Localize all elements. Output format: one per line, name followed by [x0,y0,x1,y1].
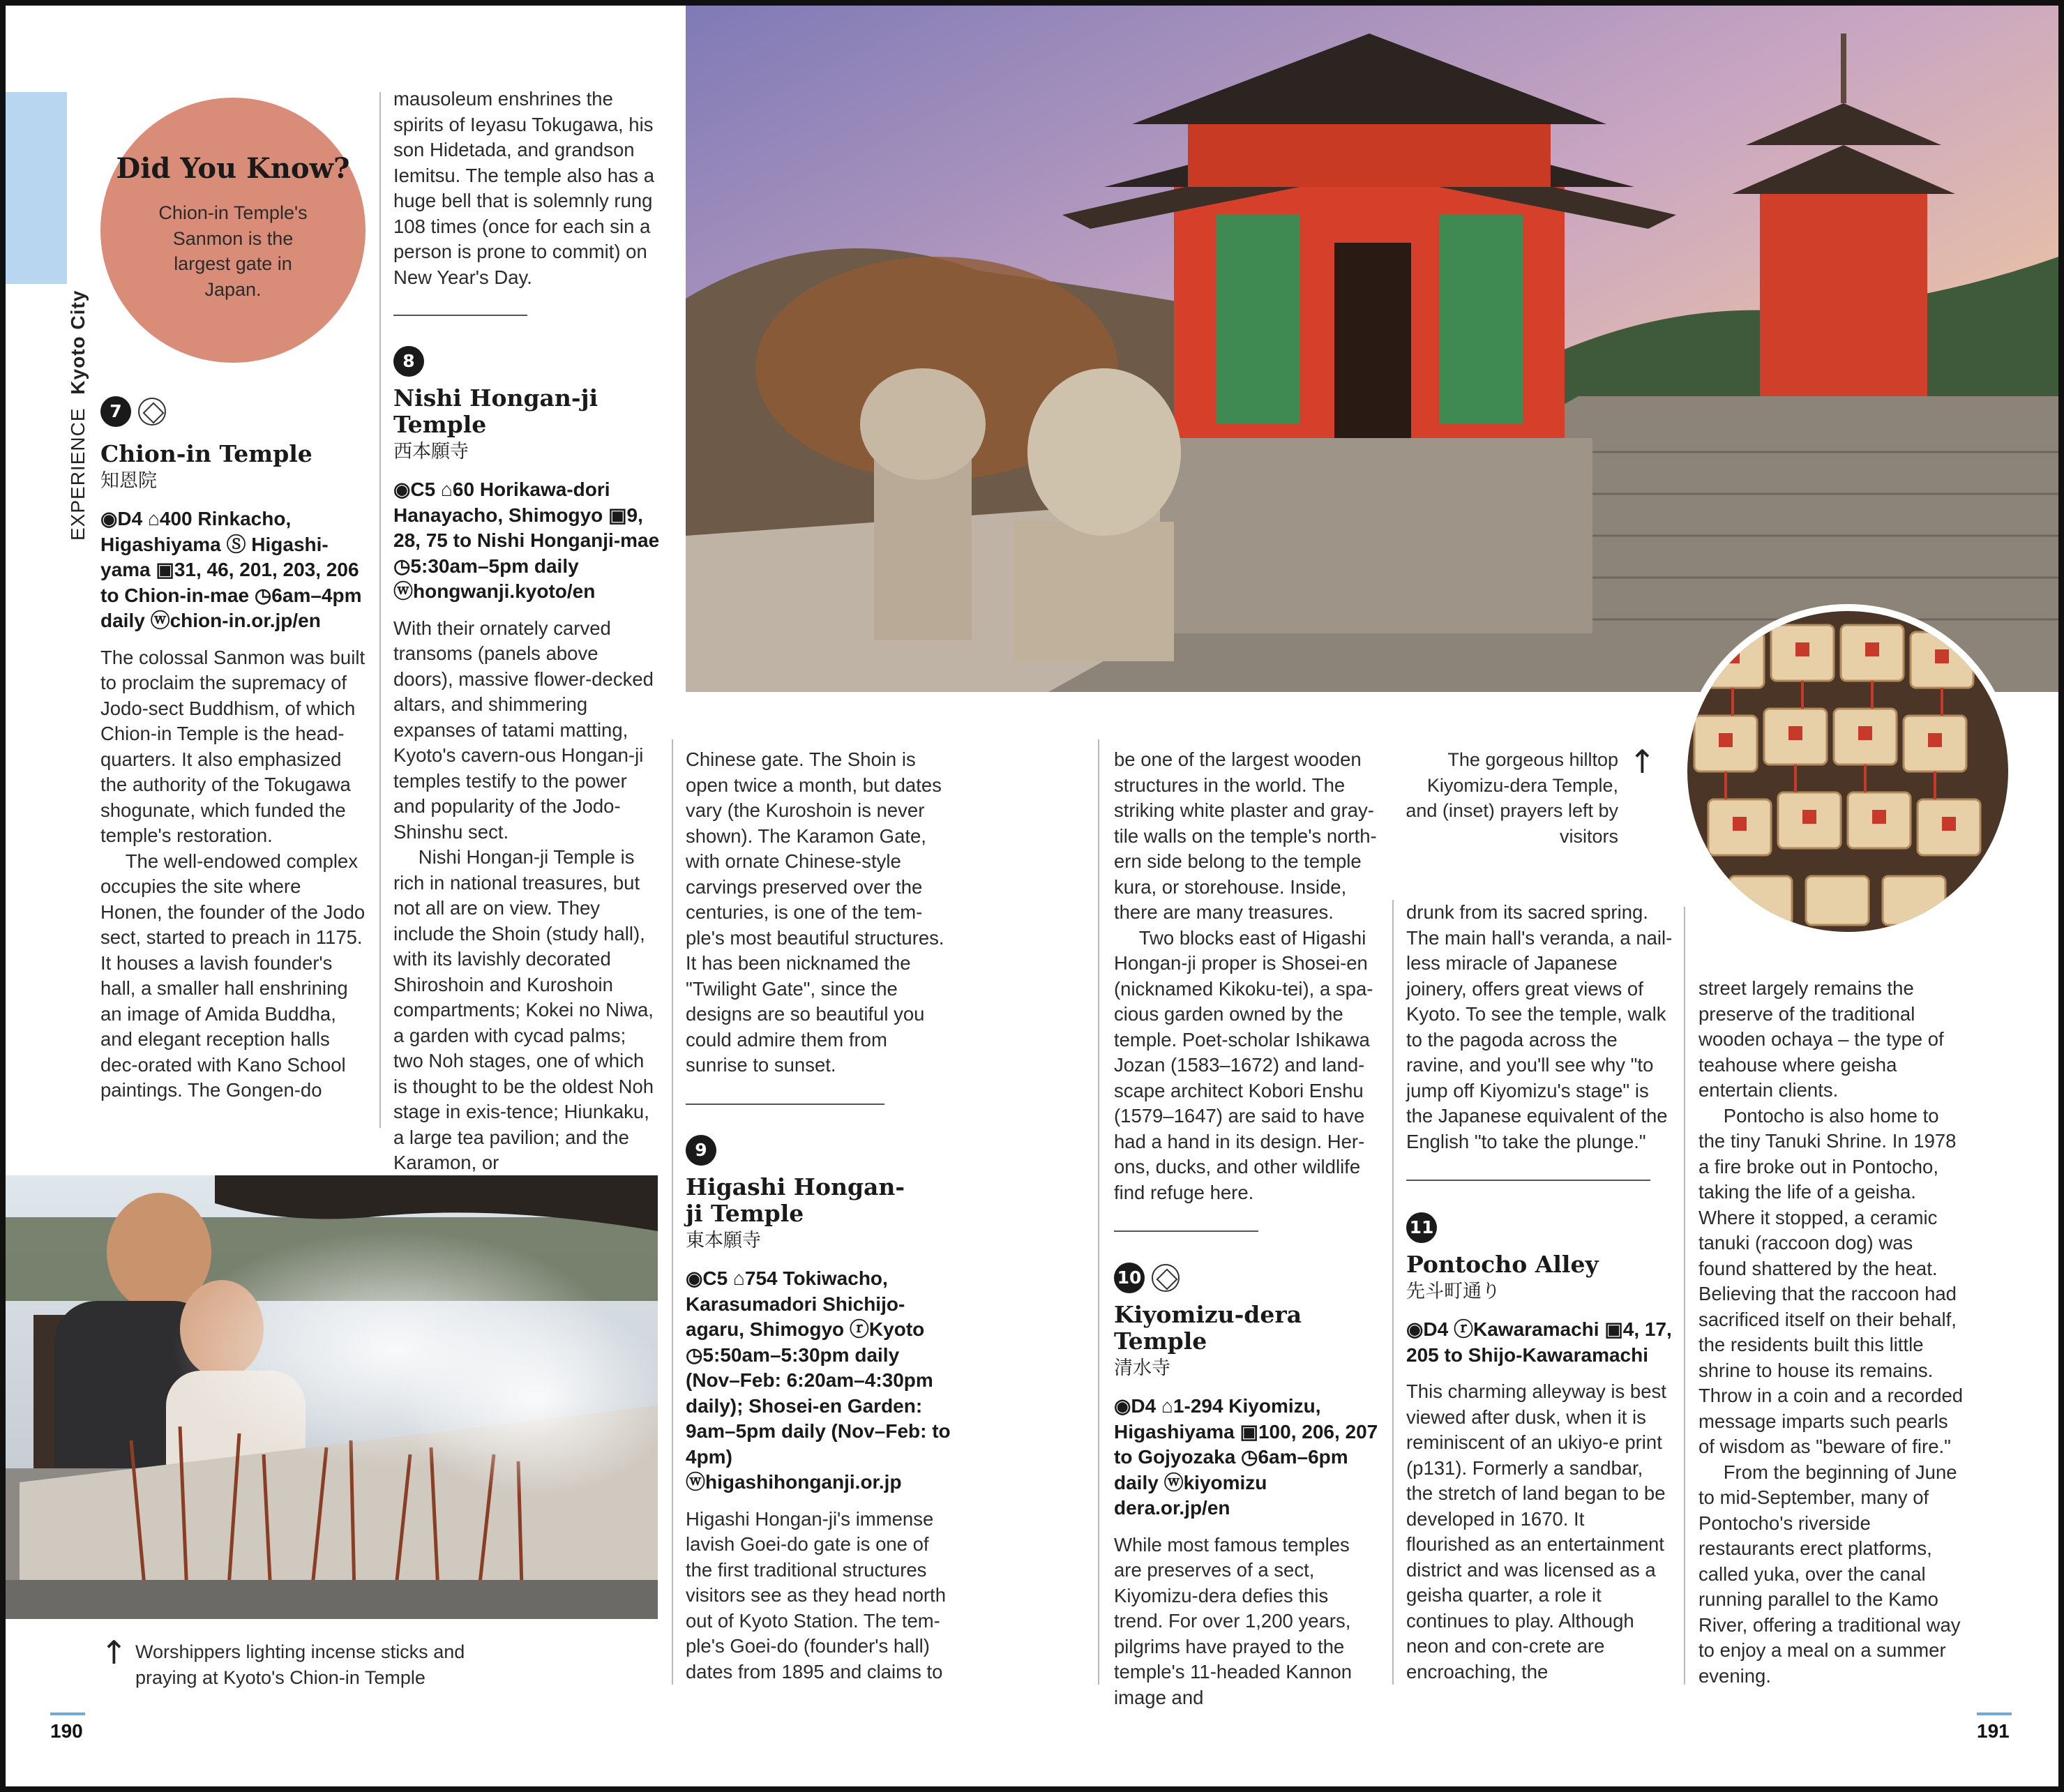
section-divider [1406,1180,1650,1181]
paragraph-continued: Chinese gate. The Shoin is open twice a month, but dates vary (the Kuroshoin is never shown). The Karamon Gate, with ornate Chinese-style carvings preserved over the centuries, is one of the tem-ple's most beautiful structures. It has been nicknamed the "Twilight Gate", since the designs are so beautiful you could admire them from sunrise to sunset. [686,748,944,1076]
entry-higashi-hongan-ji-continued [1114,747,1380,1205]
paragraph: The colossal Sanmon was built to proclaim the supremacy of Jodo-sect Buddhism, of which Chion-in Temple is the head-quarters. It also emphasized the authority of the Tokugawa shogunate, which funded the temple's restoration. [100,646,366,846]
entry-nishi-hongan-ji [393,346,660,1176]
entry-number: 7 [100,396,131,427]
paragraph: This charming alleyway is best viewed after dusk, when it is reminiscent of an ukiyo-e print (p131). Formerly a sandbar, the stretch of land began to be developed in 1670. It flourished as an entertainment district and was licensed as a geisha quarter, a role it continues to play. Although neon and con-crete are encroaching, the [1406,1380,1666,1682]
entry-number: 10 [1114,1263,1145,1293]
entry-japanese-name: 清水寺 [1114,1357,1170,1379]
paragraph-continued: mausoleum enshrines the spirits of Ieyasu Tokugawa, his son Hidetada, and grandson Iemitsu. The temple also has a huge bell that is solemnly rung 108 times (once for each sin a person is prone to commit) on New Year's Day. [393,88,654,288]
paragraph: be one of the largest wooden structures in the world. The striking white plaster and gray-tile walls on the temple's north-ern side belong to the temple kura, or storehouse. Inside, there are many treasures. [1114,748,1377,923]
entry-pontocho-alley-continued [1698,976,1965,1689]
entry-number: 9 [686,1135,716,1166]
entry-japanese-name: 東本願寺 [686,1230,761,1251]
column-divider [672,739,673,1685]
caption-arrow: ↑ [100,1634,128,1671]
paragraph: Two blocks east of Higashi Hongan-ji proper is Shosei-en (nicknamed Kikoku-tei), a spa-cious garden owned by the temple. Poet-scholar Ishikawa Jozan (1583–1672) and land-scape architect Kobori Enshu (1579–1647) are said to have had a hand in its design. Her-ons, ducks, and other wildlife find refuge here. [1114,926,1373,1203]
entry-higashi-hongan-ji [686,1135,952,1685]
paragraph: With their ornately carved transoms (panels above doors), massive flower-decked altars, and shimmering expanses of tatami matting, Kyoto's cavern-ous Hongan-ji temples testify to the power and popularity of the Jodo-Shinshu sect. [393,617,654,843]
entry-body [686,1507,952,1685]
inset-photo-illustration [1687,611,2008,932]
did-you-know-title: Did You Know? [116,152,350,185]
column-divider [1684,907,1685,1685]
entry-number: 8 [393,346,424,377]
entry-body [1114,747,1380,1205]
paragraph: Higashi Hongan-ji's immense lavish Goei-do gate is one of the first traditional structures visitors see as they head north out of Kyoto Station. The tem-ple's Goei-do (founder's hall) dates from 1895 and claims to [686,1507,946,1682]
column-divider [1098,739,1099,1685]
caption-arrow: ↑ [1629,743,1656,781]
entry-kiyomizu-dera [1114,1263,1380,1710]
section-divider [1114,1230,1258,1232]
page-number-marker-right [1977,1712,2012,1715]
incense-caption [100,1634,491,1690]
entry-info: ◉D4 ⌂1-294 Kiyomizu, Higashiyama ▣100, 206, 207 to Gojyozaka ◷6am–6pm daily ⓦkiyomizu dera.or.jp/en [1114,1395,1378,1519]
entry-nishi-hongan-ji-continued [686,747,952,1078]
caption-text: Worshippers lighting incense sticks and praying at Kyoto's Chion-in Temple [135,1641,465,1688]
kiyomizu-photo-illustration [686,6,2058,692]
paragraph: Pontocho is also home to the tiny Tanuki Shrine. In 1978 a fire broke out in Pontocho, taking the life of a geisha. Where it stopped, a ceramic tanuki (raccoon dog) was found shattered by the heat. Believing that the raccoon had sacrificed itself on their behalf, the residents built this little shrine to house its remains. Throw in a coin and a recorded message imparts such pearls of wisdom as "beware of fire." [1698,1104,1964,1457]
inset-photo [1680,604,2015,939]
kiyomizu-caption [1402,743,1660,849]
entry-number-row [100,396,366,427]
running-head-section: EXPERIENCE [67,407,89,541]
entry-title: Nishi Hongan-ji Temple [393,384,598,438]
entry-number: 11 [1406,1212,1437,1243]
entry-body [1114,1533,1380,1711]
entry-kiyomizu-dera-continued [1406,900,1673,1154]
entry-info: ◉D4 ⓡKawaramachi ▣4, 17, 205 to Shijo-Kawaramachi [1406,1318,1672,1366]
entry-japanese-name: 先斗町通り [1406,1281,1500,1302]
entry-chion-in [100,396,366,1104]
column-divider [379,92,381,1128]
entry-title: Chion-in Temple [100,440,312,467]
entry-body [100,645,366,1104]
entry-info: ◉D4 ⌂400 Rinkacho, Higashiyama Ⓢ Higashi-yama ▣31, 46, 201, 203, 206 to Chion-in-mae ◷6am–4pm daily ⓦchion-in.or.jp/en [100,508,362,631]
entry-info: ◉C5 ⌂754 Tokiwacho, Karasumadori Shichijo-agaru, Shimogyo ⓡKyoto ◷5:50am–5:30pm daily (Nov–Feb: 6:20am–4:30pm daily); Shosei-en Garden: 9am–5pm daily (Nov–Feb: to 4pm) ⓦhigashihonganji.or.jp [686,1267,951,1493]
map-icon [138,398,166,426]
entry-japanese-name: 知恩院 [100,470,157,492]
entry-japanese-name: 西本願寺 [393,441,469,462]
entry-chion-in-continued [393,86,660,290]
entry-title: Higashi Hongan-ji Temple [686,1173,905,1227]
paragraph: The well-endowed complex occupies the site where Honen, the founder of the Jodo sect, started to preach in 1175. It houses a lavish founder's hall, a smaller hall enshrining an image of Amida Buddha, and elegant reception halls dec-orated with Kano School paintings. The Gongen-do [100,850,366,1101]
column-divider [1392,900,1394,1685]
running-head [67,290,89,541]
kiyomizu-photo [686,6,2058,692]
section-divider [686,1104,884,1105]
entry-title: Pontocho Alley [1406,1251,1599,1278]
entry-number-row [1114,1263,1380,1293]
paragraph: From the beginning of June to mid-September, many of Pontocho's riverside restaurants erect platforms, called yuka, over the canal running parallel to the Kamo River, offering a traditional way to enjoy a meal on a summer evening. [1698,1461,1961,1687]
paragraph: Nishi Hongan-ji Temple is rich in national treasures, but not all are on view. They include the Shoin (study hall), with its lavishly decorated Shiroshoin and Kuroshoin compartments; Kokei no Niwa, a garden with cycad palms; two Noh stages, one of which is thought to be the oldest Noh stage in exis-tence; Hiunkaku, a large tea pavilion; and the Karamon, or [393,846,654,1173]
entry-body [393,616,660,1176]
caption-text: The gorgeous hilltop Kiyomizu-dera Temple, and (inset) prayers left by visitors [1406,749,1618,847]
section-tab [6,92,67,284]
entry-body [1406,1379,1673,1685]
entry-title: Kiyomizu-dera Temple [1114,1301,1302,1355]
section-divider [393,315,527,316]
did-you-know-badge [100,98,366,363]
map-icon [1152,1264,1180,1292]
paragraph: While most famous temples are preserves of a sect, Kiyomizu-dera defies this trend. For over 1,200 years, pilgrims have prayed to the temple's 11-headed Kannon image and [1114,1533,1353,1708]
running-head-city: Kyoto City [67,289,89,395]
incense-photo [6,1175,658,1619]
entry-pontocho-alley [1406,1212,1673,1685]
paragraph-continued: drunk from its sacred spring. The main hall's veranda, a nail-less miracle of Japanese joinery, offers great views of Kyoto. To see the temple, walk to the pagoda across the ravine, and you'll see why "to jump off Kiyomizu's stage" is the Japanese equivalent of the English "to take the plunge." [1406,901,1673,1152]
did-you-know-text: Chion-in Temple's Sanmon is the largest gate in Japan. [158,202,308,300]
paragraph: street largely remains the preserve of the traditional wooden ochaya – the type of teahouse where geisha entertain clients. [1698,977,1944,1101]
incense-photo-illustration [6,1175,658,1619]
page-number-right: 191 [1977,1720,2010,1742]
entry-body [1698,976,1965,1689]
page-number-marker-left [50,1712,85,1715]
page-number-left: 190 [50,1720,83,1742]
entry-info: ◉C5 ⌂60 Horikawa-dori Hanayacho, Shimogyo ▣9, 28, 75 to Nishi Honganji-mae ◷5:30am–5pm daily ⓦhongwanji.kyoto/en [393,479,660,602]
